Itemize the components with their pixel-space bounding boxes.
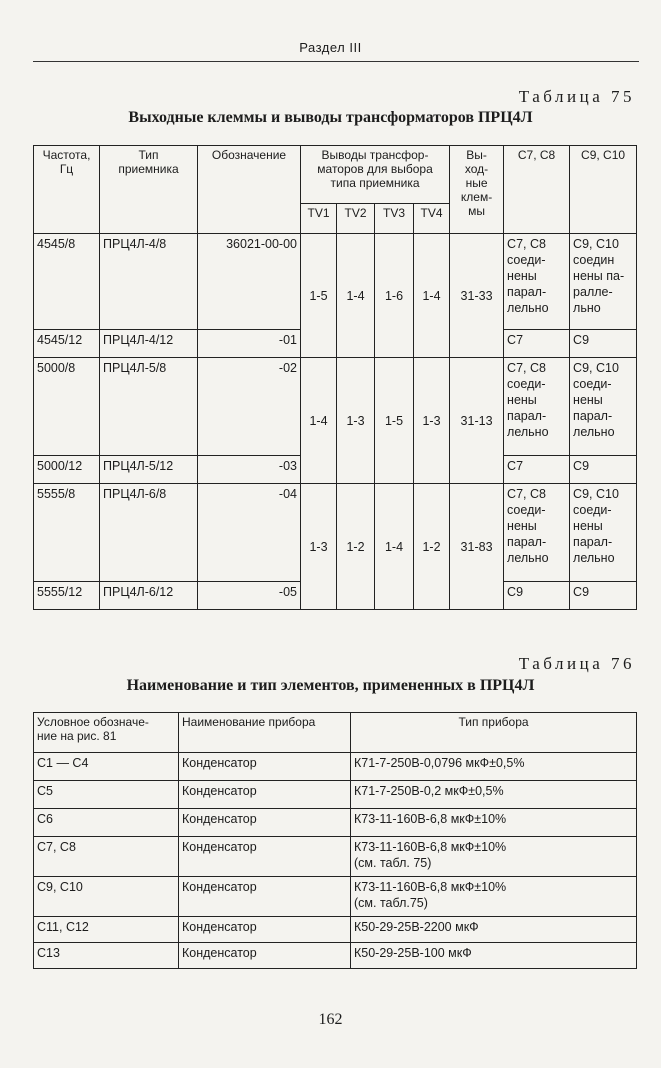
text-line: ралле-: [573, 285, 613, 299]
cell-device-type: [351, 781, 637, 809]
text-line: Выводы трансфор-: [321, 148, 429, 162]
cell-c7c8: [504, 330, 570, 358]
text-line: парал-: [507, 535, 547, 549]
header-receiver-type: [100, 146, 198, 234]
cell-device-name: Конденсатор: [179, 781, 351, 809]
cell-c9c10: [570, 234, 637, 330]
text-line: нены: [573, 519, 603, 533]
cell-freq: 5555/8: [34, 484, 100, 582]
table75: [33, 145, 637, 610]
cell-tv1: 1-4: [301, 358, 337, 484]
section-header: Раздел III: [299, 40, 362, 55]
text-line: парал-: [573, 535, 613, 549]
cell-c7c8: [504, 484, 570, 582]
text-line: соеди-: [507, 377, 546, 391]
page-number: 162: [318, 1011, 343, 1028]
cell-device-type: [351, 809, 637, 837]
header-tv2: TV2: [337, 204, 375, 234]
text-line: типа приемника: [330, 176, 420, 190]
cell-freq: 5000/12: [34, 456, 100, 484]
cell-receiver-type: ПРЦ4Л-4/12: [100, 330, 198, 358]
cell-device-name: Конденсатор: [179, 753, 351, 781]
header-device-name: Наименование прибора: [179, 713, 351, 753]
cell-designation: -03: [198, 456, 301, 484]
cell-c9c10: [570, 484, 637, 582]
text-line: соеди-: [573, 377, 612, 391]
text-line: парал-: [507, 409, 547, 423]
text-line: Вы-: [466, 148, 487, 162]
text-line: нены: [507, 393, 537, 407]
cell-tv1: 1-5: [301, 234, 337, 358]
text-line: С9: [573, 585, 590, 599]
cell-c7c8: [504, 582, 570, 610]
table76-number: Таблица 76: [518, 654, 635, 673]
header-symbol: [34, 713, 179, 753]
cell-tv4: 1-4: [414, 234, 450, 358]
text-line: К71-7-250В-0,0796 мкФ±0,5%: [354, 756, 525, 770]
text-line: С9, С10: [573, 237, 619, 251]
table-row: [34, 358, 637, 456]
header-terminals: [450, 146, 504, 234]
cell-tv3: 1-4: [375, 484, 414, 610]
cell-tv3: 1-5: [375, 358, 414, 484]
cell-c7c8: [504, 456, 570, 484]
cell-terminals: 31-33: [450, 234, 504, 358]
cell-freq: 4545/12: [34, 330, 100, 358]
cell-symbol: С9, С10: [34, 877, 179, 917]
text-line: мы: [468, 204, 485, 218]
cell-device-name: Конденсатор: [179, 877, 351, 917]
cell-c9c10: [570, 330, 637, 358]
text-line: К73-11-160В-6,8 мкФ±10%: [354, 880, 507, 894]
text-line: лельно: [507, 425, 549, 439]
text-line: К73-11-160В-6,8 мкФ±10%: [354, 840, 507, 854]
text-line: приемника: [118, 162, 179, 176]
text-line: парал-: [507, 285, 547, 299]
text-line: ние на рис. 81: [37, 729, 117, 743]
table76: [33, 712, 637, 969]
text-line: (см. табл.75): [354, 896, 428, 910]
cell-device-type: [351, 753, 637, 781]
table75-title: Выходные клеммы и выводы трансформаторов ПРЦ4Л: [128, 109, 533, 126]
cell-tv4: 1-2: [414, 484, 450, 610]
table-row: [34, 943, 637, 969]
text-line: нены па-: [573, 269, 625, 283]
cell-freq: 4545/8: [34, 234, 100, 330]
header-tv1: TV1: [301, 204, 337, 234]
cell-terminals: 31-13: [450, 358, 504, 484]
cell-c9c10: [570, 456, 637, 484]
cell-freq: 5000/8: [34, 358, 100, 456]
text-line: С9: [573, 459, 590, 473]
cell-designation: -01: [198, 330, 301, 358]
cell-c7c8: [504, 358, 570, 456]
header-device-type: Тип прибора: [351, 713, 637, 753]
text-line: клем-: [460, 190, 493, 204]
text-line: нены: [507, 269, 537, 283]
cell-freq: 5555/12: [34, 582, 100, 610]
cell-c7c8: [504, 234, 570, 330]
cell-device-type: [351, 917, 637, 943]
cell-designation: -05: [198, 582, 301, 610]
text-line: ные: [465, 176, 488, 190]
cell-symbol: С7, С8: [34, 837, 179, 877]
cell-device-type: [351, 877, 637, 917]
cell-c9c10: [570, 582, 637, 610]
cell-designation: -04: [198, 484, 301, 582]
header-freq: [34, 146, 100, 234]
text-line: Частота,: [42, 148, 91, 162]
table-row: [34, 917, 637, 943]
cell-tv4: 1-3: [414, 358, 450, 484]
text-line: (см. табл. 75): [354, 856, 432, 870]
cell-device-name: Конденсатор: [179, 917, 351, 943]
cell-symbol: С5: [34, 781, 179, 809]
text-line: С7: [507, 459, 524, 473]
text-line: льно: [573, 301, 601, 315]
table-row: [34, 809, 637, 837]
text-line: Тип: [138, 148, 159, 162]
text-line: Условное обозначе-: [37, 715, 149, 729]
text-line: С7, С8: [507, 237, 546, 251]
cell-symbol: С13: [34, 943, 179, 969]
header-designation: Обозначение: [198, 146, 301, 234]
cell-symbol: С6: [34, 809, 179, 837]
text-line: К50-29-25В-2200 мкФ: [354, 920, 479, 934]
table-row: [34, 877, 637, 917]
header-tv4: TV4: [414, 204, 450, 234]
text-line: С9, С10: [573, 361, 619, 375]
cell-device-name: Конденсатор: [179, 809, 351, 837]
text-line: С7, С8: [507, 361, 546, 375]
cell-tv1: 1-3: [301, 484, 337, 610]
text-line: С9: [573, 333, 590, 347]
cell-symbol: С11, С12: [34, 917, 179, 943]
text-line: К73-11-160В-6,8 мкФ±10%: [354, 812, 507, 826]
cell-receiver-type: ПРЦ4Л-6/12: [100, 582, 198, 610]
cell-device-name: Конденсатор: [179, 943, 351, 969]
text-line: С9, С10: [573, 487, 619, 501]
cell-receiver-type: ПРЦ4Л-6/8: [100, 484, 198, 582]
text-line: соедин: [573, 253, 615, 267]
text-line: К50-29-25В-100 мкФ: [354, 946, 472, 960]
text-line: С7, С8: [507, 487, 546, 501]
cell-tv3: 1-6: [375, 234, 414, 358]
table-row: [34, 781, 637, 809]
text-line: С7: [507, 333, 524, 347]
header-c7c8: С7, С8: [504, 146, 570, 234]
text-line: парал-: [573, 409, 613, 423]
text-line: К71-7-250В-0,2 мкФ±0,5%: [354, 784, 504, 798]
text-line: лельно: [573, 425, 615, 439]
text-line: нены: [507, 519, 537, 533]
table-row: [34, 234, 637, 330]
cell-device-name: Конденсатор: [179, 837, 351, 877]
table76-title: Наименование и тип элементов, примененных в ПРЦ4Л: [126, 677, 535, 694]
text-line: лельно: [573, 551, 615, 565]
text-line: маторов для выбора: [317, 162, 433, 176]
text-line: нены: [573, 393, 603, 407]
cell-receiver-type: ПРЦ4Л-5/12: [100, 456, 198, 484]
text-line: соеди-: [573, 503, 612, 517]
text-line: соеди-: [507, 253, 546, 267]
cell-designation: 36021-00-00: [198, 234, 301, 330]
cell-tv2: 1-2: [337, 484, 375, 610]
cell-designation: -02: [198, 358, 301, 456]
text-line: лельно: [507, 551, 549, 565]
text-line: С9: [507, 585, 524, 599]
cell-receiver-type: ПРЦ4Л-4/8: [100, 234, 198, 330]
cell-symbol: С1 — С4: [34, 753, 179, 781]
table75-number: Таблица 75: [518, 87, 635, 106]
cell-tv2: 1-4: [337, 234, 375, 358]
cell-terminals: 31-83: [450, 484, 504, 610]
table-row: [34, 837, 637, 877]
cell-device-type: [351, 943, 637, 969]
table-row: [34, 753, 637, 781]
cell-tv2: 1-3: [337, 358, 375, 484]
text-line: лельно: [507, 301, 549, 315]
cell-c9c10: [570, 358, 637, 456]
cell-receiver-type: ПРЦ4Л-5/8: [100, 358, 198, 456]
text-line: ход-: [464, 162, 489, 176]
header-tv3: TV3: [375, 204, 414, 234]
header-outputs: [301, 146, 450, 204]
table-row: [34, 484, 637, 582]
header-rule: [33, 61, 639, 62]
text-line: Гц: [59, 162, 74, 176]
text-line: соеди-: [507, 503, 546, 517]
cell-device-type: [351, 837, 637, 877]
header-c9c10: С9, С10: [570, 146, 637, 234]
